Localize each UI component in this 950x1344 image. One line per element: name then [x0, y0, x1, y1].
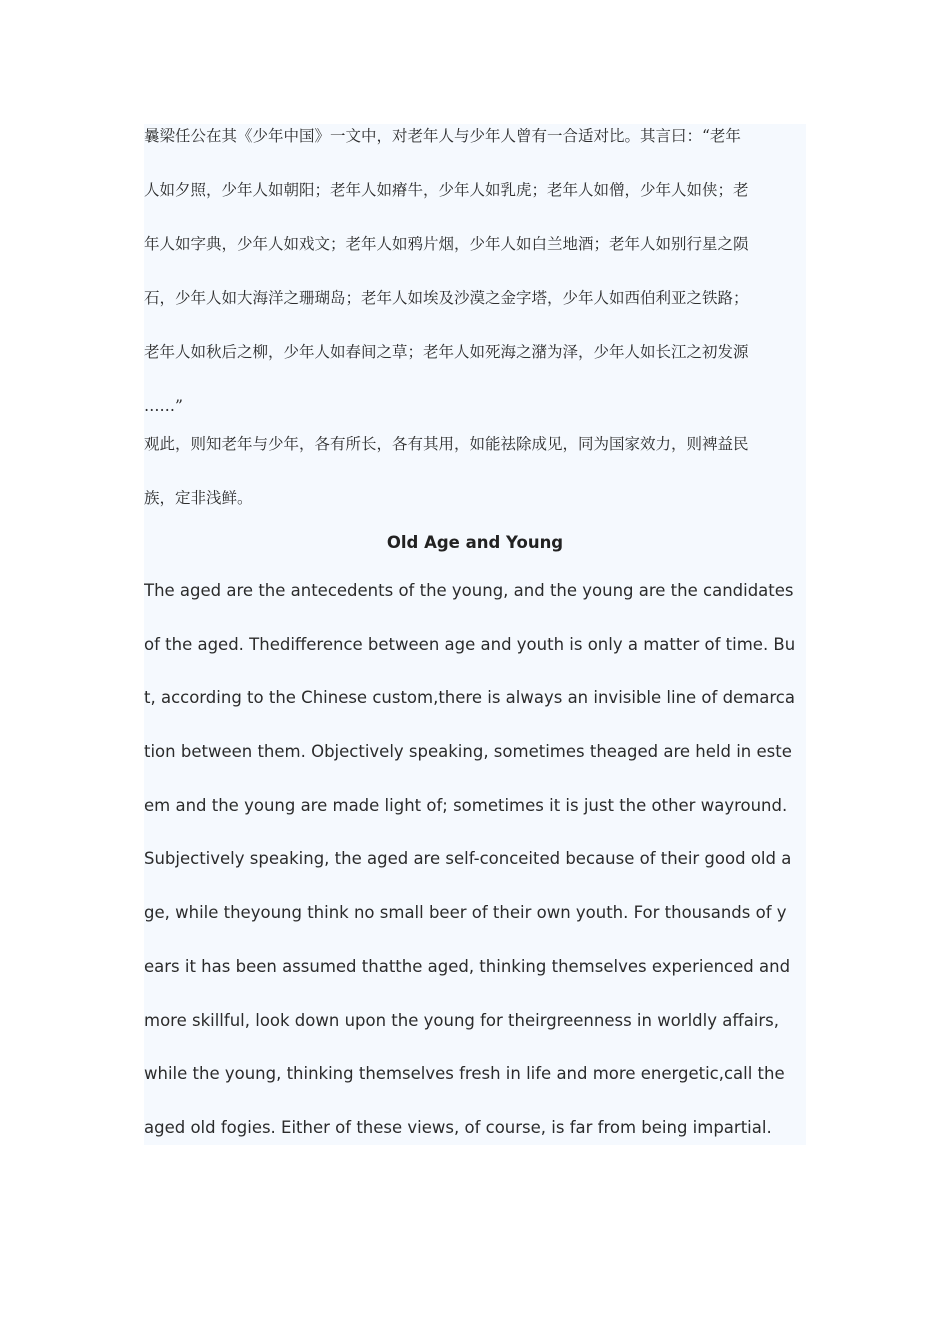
en-line: em and the young are made light of; sometimes it is just the other wayround. [144, 795, 788, 815]
cn-line: 年人如字典，少年人如戏文；老年人如鸦片烟，少年人如白兰地酒；老年人如别行星之陨 [144, 235, 749, 253]
cn-line: 老年人如秋后之柳，少年人如春间之草；老年人如死海之潴为泽，少年人如长江之初发源 [144, 343, 749, 361]
en-line: ge, while theyoung think no small beer of their own youth. For thousands of y [144, 903, 787, 923]
cn-line: 曩梁任公在其《少年中国》一文中，对老年人与少年人曾有一合适对比。其言曰：“老年 [144, 127, 741, 145]
en-line: aged old fogies. Either of these views, of course, is far from being impartial. [144, 1117, 772, 1137]
en-line: while the young, thinking themselves fresh in life and more energetic,call the [144, 1064, 785, 1084]
en-line: tion between them. Objectively speaking, sometimes theaged are held in este [144, 742, 792, 762]
en-line: ears it has been assumed thatthe aged, thinking themselves experienced and [144, 956, 791, 976]
document-page [144, 124, 806, 1145]
english-paragraph [144, 578, 806, 1145]
cn-line: ……” [144, 397, 183, 415]
chinese-paragraph-1 [144, 124, 806, 432]
en-line: Subjectively speaking, the aged are self-conceited because of their good old a [144, 849, 792, 869]
cn-line: 族，定非浅鲜。 [144, 489, 253, 507]
essay-title: Old Age and Young [386, 533, 564, 552]
en-line: more skillful, look down upon the young for theirgreenness in worldly affairs, [144, 1010, 780, 1030]
en-line: The aged are the antecedents of the young, and the young are the candidates [144, 581, 794, 600]
cn-line: 观此，则知老年与少年，各有所长，各有其用，如能祛除成见，同为国家效力，则裨益民 [144, 435, 749, 453]
chinese-paragraph-2 [144, 432, 806, 530]
cn-line: 人如夕照，少年人如朝阳；老年人如瘠牛，少年人如乳虎；老年人如僧，少年人如侠；老 [144, 181, 749, 199]
en-line: of the aged. Thedifference between age and youth is only a matter of time. Bu [144, 634, 796, 654]
cn-line: 石，少年人如大海洋之珊瑚岛；老年人如埃及沙漠之金字塔，少年人如西伯利亚之铁路； [144, 289, 749, 307]
en-line: t, according to the Chinese custom,there is always an invisible line of demarca [144, 688, 795, 708]
